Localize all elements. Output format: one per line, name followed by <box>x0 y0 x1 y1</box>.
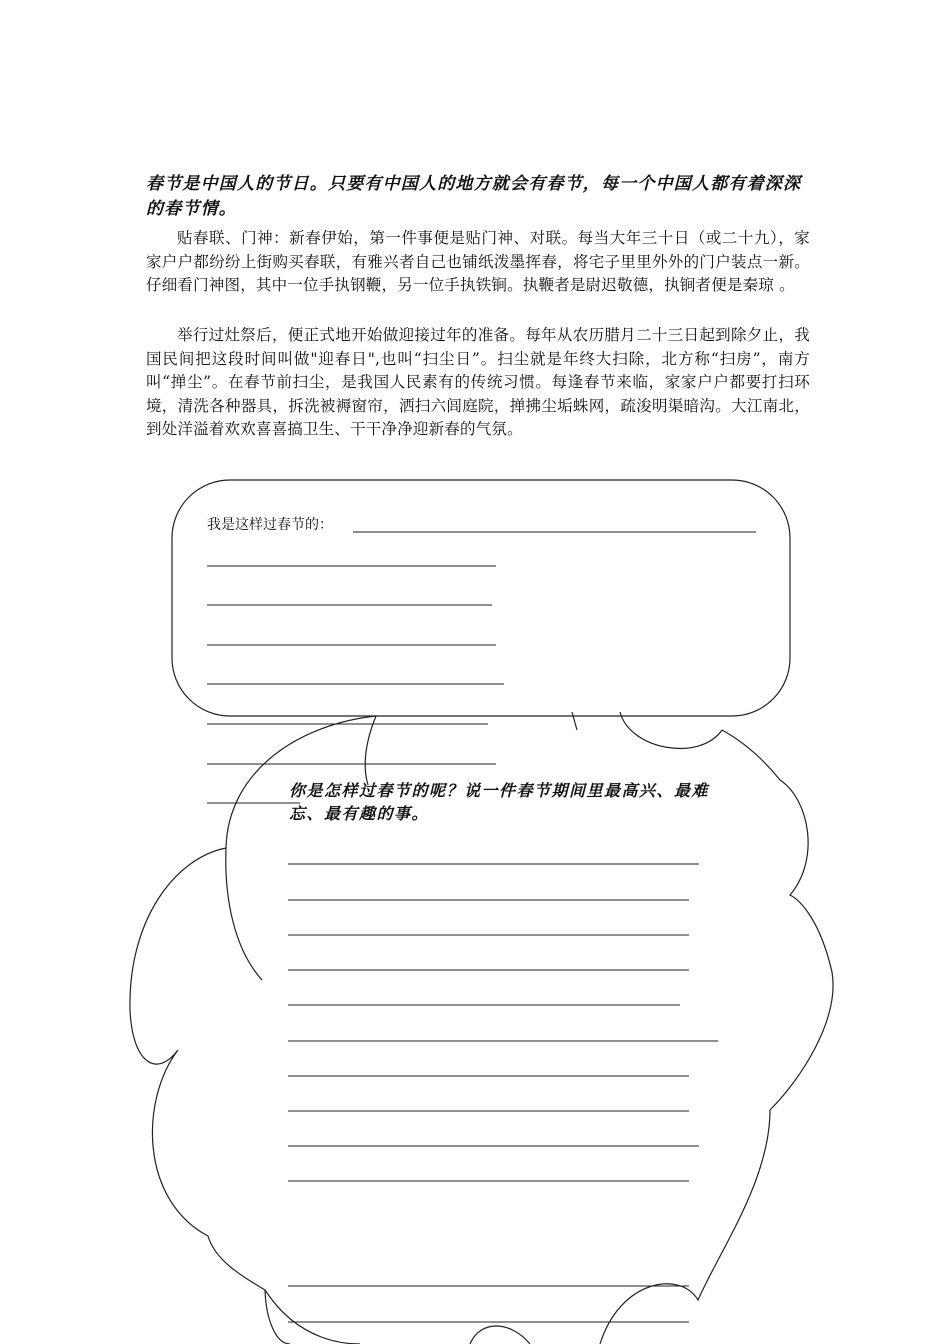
small-bubble-right <box>620 712 722 748</box>
cloud-bottom-bump <box>265 1290 290 1344</box>
box2-prompt: 你是怎样过春节的呢？说一件春节期间里最高兴、最难忘、最有趣的事。 <box>289 781 710 823</box>
paragraph-sweeping: 举行过灶祭后，便正式地开始做迎接过年的准备。每年从农历腊月二十三日起到除夕止，我国民间把这段时间叫做"迎春日",也叫“扫尘日”。扫尘就是年终大扫除，北方称“扫房”，南方叫“掸尘”。在春节前扫尘，是我国人民素有的传统习惯。每逢春节来临，家家户户都要打扫环境，清洗各种器具，拆洗被褥窗帘，洒扫六闾庭院，掸拂尘垢蛛网，疏浚明渠暗沟。大江南北，到处洋溢着欢欢喜喜搞卫生、干干净净迎新春的气氛。 <box>146 326 810 439</box>
bubble-tail <box>572 712 577 730</box>
intro-text: 春节是中国人的节日。只要有中国人的地方就会有春节，每一个中国人都有着深深的春节情。 <box>146 174 802 219</box>
box1-prompt: 我是这样过春节的： <box>207 517 333 533</box>
cloud-inner-curve <box>365 716 376 785</box>
paragraph-couplets: 贴春联、门神：新春伊始，第一件事便是贴门神、对联。每当大年三十日（或二十九），家家户户都纷纷上街购买春联，有雅兴者自己也铺纸泼墨挥春，将宅子里里外外的门户装点一新。仔细看门神图，其中一位手执钢鞭，另一位手执铁锏。执鞭者是尉迟敬德，执锏者便是秦琼 。 <box>146 229 810 295</box>
